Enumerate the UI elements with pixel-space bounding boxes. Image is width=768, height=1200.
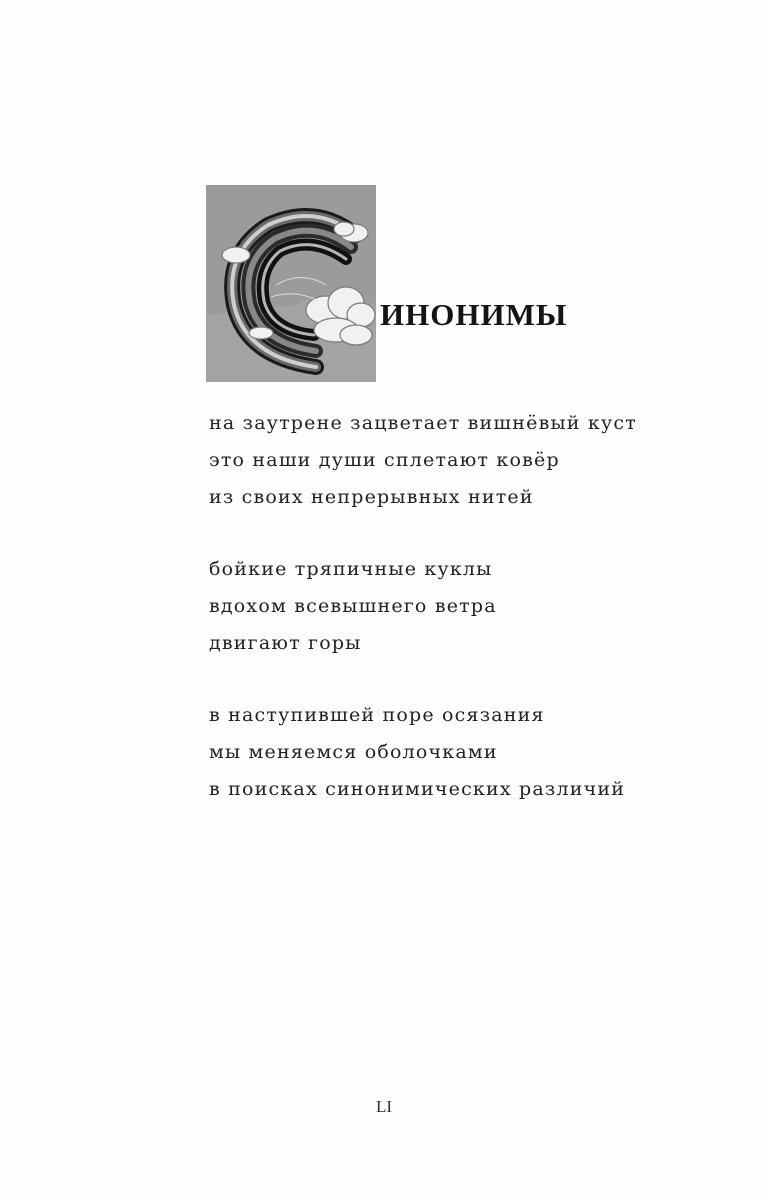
stanza xyxy=(209,551,729,662)
poem xyxy=(209,405,729,843)
poem-line: в наступившей поре осязания xyxy=(209,704,545,726)
page-number: LI xyxy=(375,1097,393,1116)
stanza xyxy=(209,697,729,808)
poem-line: это наши души сплетают ковёр xyxy=(209,449,560,471)
stanza xyxy=(209,405,729,516)
page-title: ИНОНИМЫ xyxy=(380,297,568,332)
poem-line: двигают горы xyxy=(209,632,362,654)
rainbow-drop-cap-icon xyxy=(206,185,376,382)
poem-line: в поисках синонимических различий xyxy=(209,778,626,800)
poem-line: на заутрене зацветает вишнёвый куст xyxy=(209,412,637,434)
poem-line: мы меняемся оболочками xyxy=(209,741,498,763)
poem-line: из своих непрерывных нитей xyxy=(209,486,534,508)
poem-line: бойкие тряпичные куклы xyxy=(209,558,493,580)
poem-line: вдохом всевышнего ветра xyxy=(209,595,497,617)
